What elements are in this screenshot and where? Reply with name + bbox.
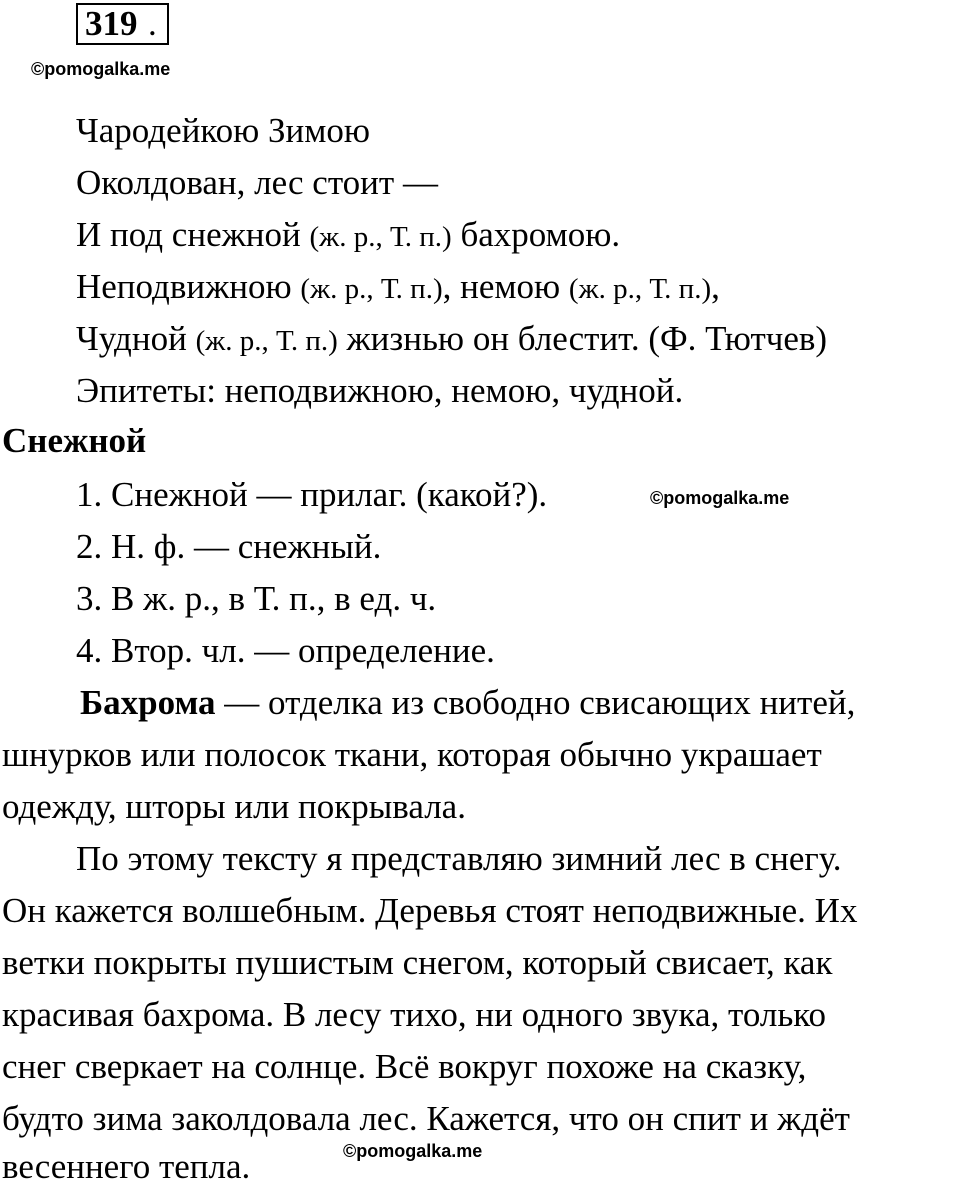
watermark: ©pomogalka.me — [31, 59, 171, 79]
watermark: ©pomogalka.me — [650, 488, 790, 508]
essay-line: Он кажется волшебным. Деревья стоят неподвижные. Их — [2, 891, 858, 930]
epithets-line: Эпитеты: неподвижною, немою, чудной. — [76, 371, 684, 410]
analysis-item: 2. Н. ф. — снежный. — [76, 527, 382, 566]
essay-line: весеннего тепла. — [2, 1147, 251, 1186]
poem-line-4 — [76, 267, 720, 309]
essay-line: красивая бахрома. В лесу тихо, ни одного звука, только — [2, 995, 827, 1034]
poem-line-3 — [76, 215, 620, 257]
grammar-note: (ж. р., Т. п.) — [195, 325, 338, 357]
poem-line-5-text-end: жизнью он блестит. (Ф. Тютчев) — [337, 319, 828, 358]
grammar-note: (ж. р., Т. п.) — [309, 221, 452, 253]
essay-line: снег сверкает на солнце. Всё вокруг похоже на сказку, — [2, 1047, 807, 1086]
analysis-heading: Снежной — [2, 421, 147, 460]
watermark: ©pomogalka.me — [343, 1141, 483, 1161]
poem-line-3-text-end: бахромою. — [451, 215, 621, 254]
essay-line: будто зима заколдовала лес. Кажется, что он спит и ждёт — [2, 1099, 850, 1138]
definition-line-3: одежду, шторы или покрывала. — [2, 787, 466, 826]
poem-line-4-text-end: , — [711, 267, 720, 306]
definition-line-1 — [80, 683, 855, 723]
grammar-note: (ж. р., Т. п.) — [300, 273, 443, 305]
essay-line: ветки покрыты пушистым снегом, который свисает, как — [2, 943, 833, 982]
poem-line-5 — [76, 319, 827, 361]
grammar-note: (ж. р., Т. п.) — [568, 273, 712, 305]
exercise-number-dot: . — [148, 4, 157, 43]
poem-line-4-text-mid: , немою — [442, 267, 569, 306]
poem-line-2: Околдован, лес стоит — — [76, 163, 438, 202]
definition-text: — отделка из свободно свисающих нитей, — [215, 683, 856, 722]
poem-line-5-text: Чудной — [76, 319, 196, 358]
analysis-item: 4. Втор. чл. — определение. — [76, 631, 495, 670]
essay-line: По этому тексту я представляю зимний лес в снегу. — [76, 839, 842, 878]
poem-line-1: Чародейкою Зимою — [76, 111, 371, 150]
poem-line-3-text: И под снежной — [76, 215, 310, 254]
definition-line-2: шнурков или полосок ткани, которая обычно украшает — [2, 735, 822, 774]
exercise-number: 319 — [85, 4, 138, 43]
definition-term: Бахрома — [80, 683, 216, 722]
analysis-item: 1. Снежной — прилаг. (какой?). — [76, 475, 548, 514]
analysis-item: 3. В ж. р., в Т. п., в ед. ч. — [76, 579, 437, 618]
poem-line-4-text: Неподвижною — [76, 267, 301, 306]
